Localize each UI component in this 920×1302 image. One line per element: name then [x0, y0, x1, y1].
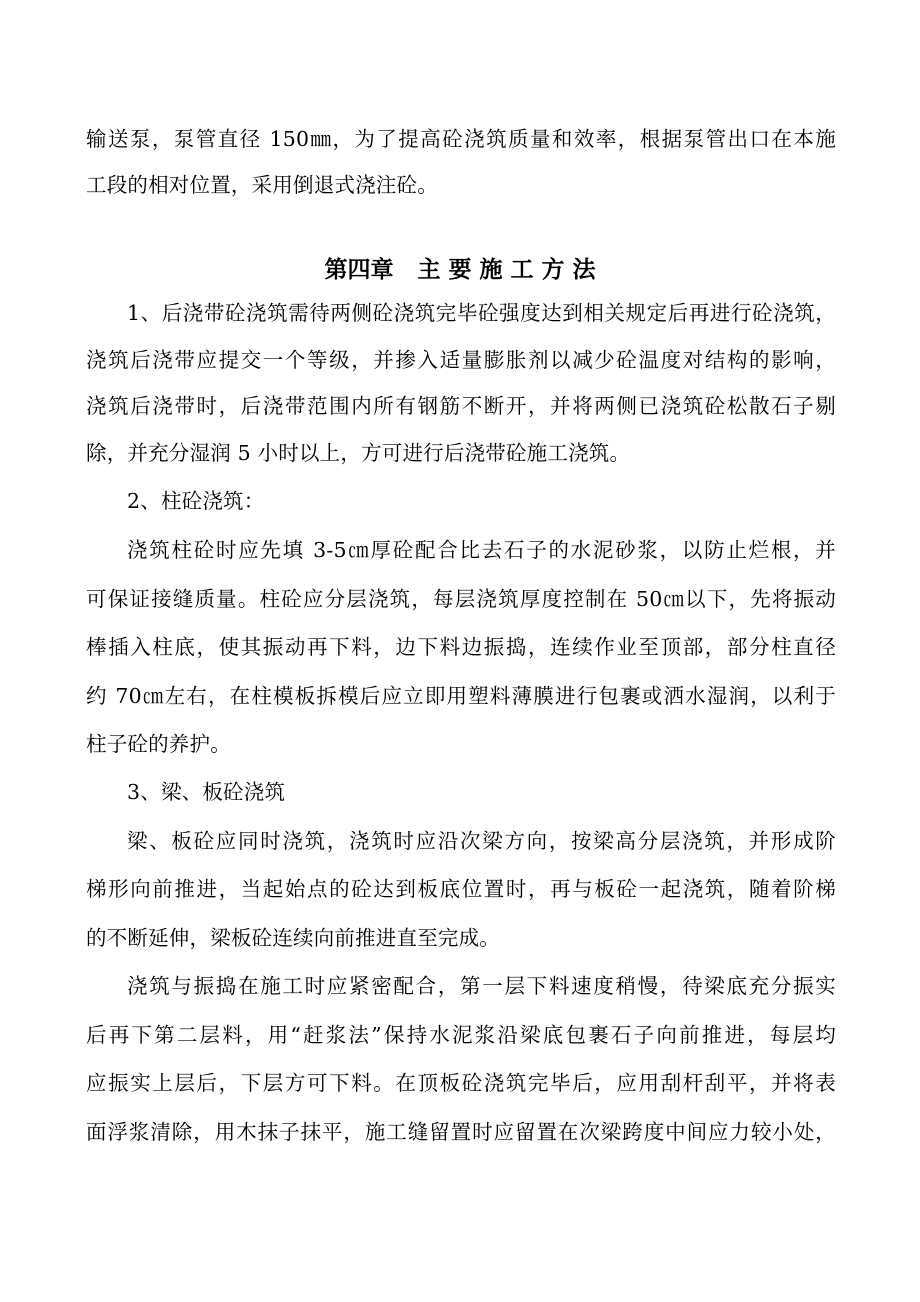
text-line: 柱子砼的养护。 [86, 732, 231, 756]
text-line: 除，并充分湿润 5 小时以上，方可进行后浇带砼施工浇筑。 [86, 441, 631, 465]
text-line: 输送泵，泵管直径 150㎜，为了提高砼浇筑质量和效率，根据泵管出口在本施 [86, 127, 836, 151]
text-line: 工段的相对位置，采用倒退式浇注砼。 [86, 173, 438, 197]
chapter-title: 第四章 主 要 施 工 方 法 [324, 257, 596, 283]
text-line: 浇筑柱砼时应先填 3-5㎝厚砼配合比去石子的水泥砂浆，以防止烂根，并 [127, 538, 836, 562]
text-line: 面浮浆清除，用木抹子抹平，施工缝留置时应留置在次梁跨度中间应力较小处， [86, 1120, 836, 1144]
text-line: 棒插入柱底，使其振动再下料，边下料边振捣，连续作业至顶部，部分柱直径 [86, 635, 836, 659]
text-line: 的不断延伸，梁板砼连续向前推进直至完成。 [86, 926, 500, 950]
section-heading: 2、柱砼浇筑： [127, 489, 265, 513]
text-line: 浇筑后浇带时，后浇带范围内所有钢筋不断开，并将两侧已浇筑砼松散石子剔 [86, 394, 836, 418]
text-line: 应振实上层后，下层方可下料。在顶板砼浇筑完毕后，应用刮杆刮平，并将表 [86, 1071, 836, 1095]
text-line: 约 70㎝左右，在柱模板拆模后应立即用塑料薄膜进行包裹或洒水湿润，以利于 [86, 684, 836, 708]
text-line: 1、后浇带砼浇筑需待两侧砼浇筑完毕砼强度达到相关规定后再进行砼浇筑， [127, 301, 836, 325]
section-heading: 3、梁、板砼浇筑 [127, 780, 286, 804]
text-line: 梁、板砼应同时浇筑，浇筑时应沿次梁方向，按梁高分层浇筑，并形成阶 [127, 829, 836, 853]
text-line: 浇筑与振捣在施工时应紧密配合，第一层下料速度稍慢，待梁底充分振实 [127, 974, 836, 998]
text-line: 梯形向前推进，当起始点的砼达到板底位置时，再与板砼一起浇筑，随着阶梯 [86, 877, 836, 901]
text-line: 后再下第二层料，用“赶浆法”保持水泥浆沿梁底包裹石子向前推进，每层均 [86, 1023, 836, 1047]
text-line: 可保证接缝质量。柱砼应分层浇筑，每层浇筑厚度控制在 50㎝以下，先将振动 [86, 587, 836, 611]
text-line: 浇筑后浇带应提交一个等级，并掺入适量膨胀剂以减少砼温度对结构的影响， [86, 348, 836, 372]
